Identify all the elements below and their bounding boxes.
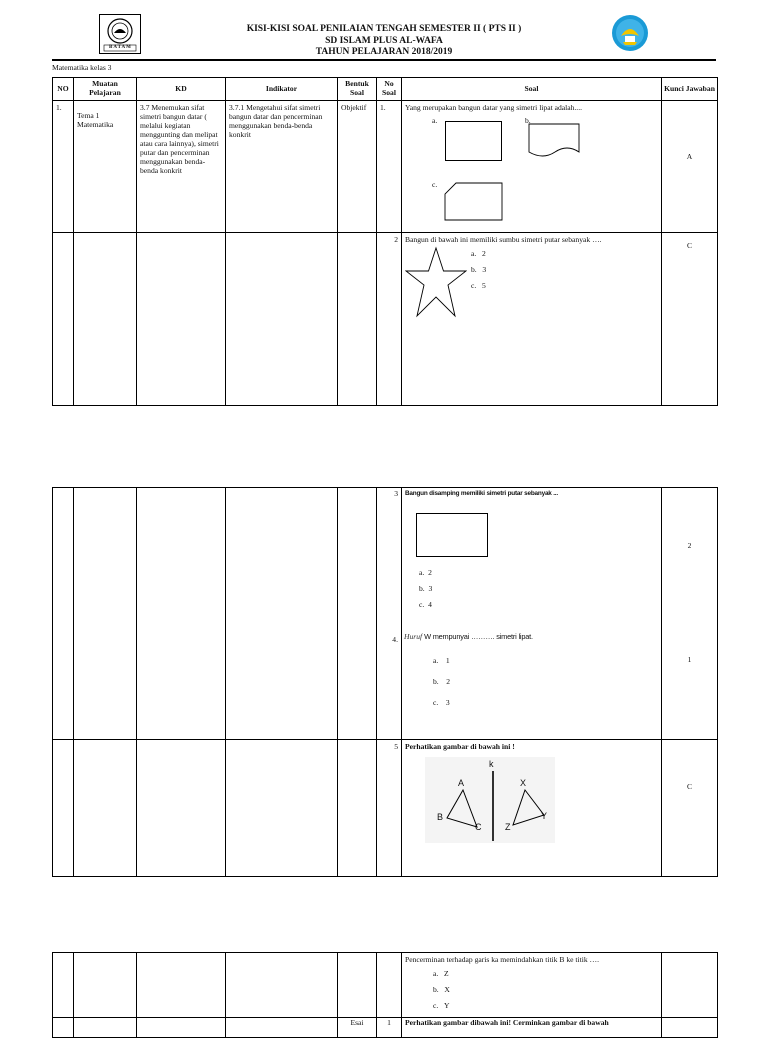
row5-kunci xyxy=(662,953,718,1018)
header-divider-thick xyxy=(52,59,716,61)
title-line-2: SD ISLAM PLUS AL-WAFA xyxy=(325,36,443,46)
row4-kd xyxy=(137,740,226,877)
row6-no-soal: 1 xyxy=(377,1018,402,1038)
row5-kd xyxy=(137,953,226,1018)
class-label: Matematika kelas 3 xyxy=(52,63,112,72)
q2-option-a: a. 2 xyxy=(471,249,486,258)
col-header-kd: KD xyxy=(137,78,226,101)
q5-label-b: B xyxy=(437,812,444,822)
q1-shape-a-rectangle xyxy=(445,121,502,161)
row5-soal: Pencerminan terhadap garis ka memindahkan titik B ke titik …. xyxy=(402,953,662,1018)
q5-label-y: Y xyxy=(541,811,548,821)
row5-muatan xyxy=(74,953,137,1018)
q3-kunci: 2 xyxy=(687,541,692,550)
q4-option-a: a. 1 xyxy=(433,656,450,665)
row4-soal: Perhatikan gambar di bawah ini ! xyxy=(402,740,662,877)
row4-indikator xyxy=(226,740,338,877)
row6-no xyxy=(53,1018,74,1038)
col-header-bentuk: Bentuk Soal xyxy=(338,78,377,101)
q3-option-c: c. 4 xyxy=(419,600,432,609)
q4-kunci: 1 xyxy=(687,655,692,664)
kisi-table-page-2 xyxy=(52,487,718,877)
row3-muatan xyxy=(74,488,137,740)
q1-option-b: b. xyxy=(525,116,531,125)
row3-no-soal xyxy=(377,488,402,740)
row1-no: 1. xyxy=(53,101,74,233)
col-header-kunci: Kunci Jawaban xyxy=(662,78,718,101)
row2-no-soal: 2 xyxy=(377,233,402,406)
tut-wuri-logo-icon xyxy=(611,14,649,52)
q1-option-c: c. xyxy=(432,180,438,189)
col-header-soal: Soal xyxy=(402,78,662,101)
q2-star-shape xyxy=(405,246,467,318)
row2-no xyxy=(53,233,74,406)
row6-bentuk: Esai xyxy=(338,1018,377,1038)
row3-no xyxy=(53,488,74,740)
q6-option-b: b. X xyxy=(433,985,450,994)
q4-text: W mempunyai ………. simetri lipat. xyxy=(424,632,533,641)
q3-number: 3 xyxy=(394,489,398,498)
q4-lead: Huruf xyxy=(404,632,423,641)
row5-bentuk xyxy=(338,953,377,1018)
row6-kunci xyxy=(662,1018,718,1038)
row6-soal: Perhatikan gambar dibawah ini! Cerminkan gambar di bawah xyxy=(402,1018,662,1038)
q1-shape-b-wavy xyxy=(527,122,587,162)
row4-kunci xyxy=(662,740,718,877)
q5-label-x: X xyxy=(520,778,527,788)
q6-option-c: c. Y xyxy=(433,1001,450,1010)
row1-kunci xyxy=(662,101,718,233)
q4-question xyxy=(404,632,533,641)
q3-option-b: b. 3 xyxy=(419,584,433,593)
q3-option-a: a. 2 xyxy=(419,568,432,577)
q3-question: Bangun disamping memiliki simetri putar sebanyak ... xyxy=(405,490,558,497)
row1-muatan xyxy=(74,101,137,233)
title-line-1: KISI-KISI SOAL PENILAIAN TENGAH SEMESTER II ( PTS II ) xyxy=(246,24,522,34)
q2-option-b: b. 3 xyxy=(471,265,487,274)
row2-kunci xyxy=(662,233,718,406)
row4-no xyxy=(53,740,74,877)
title-line-3: TAHUN PELAJARAN 2018/2019 xyxy=(315,47,453,57)
row5-no-soal xyxy=(377,953,402,1018)
q5-label-z: Z xyxy=(505,822,511,832)
row6-kd xyxy=(137,1018,226,1038)
row1-indikator: 3.7.1 Mengetahui sifat simetri bangun datar dan pencerminan menggunakan benda-benda konkrit xyxy=(226,101,338,233)
row4-no-soal: 5 xyxy=(377,740,402,877)
q5-label-a: A xyxy=(458,778,465,788)
row4-kunci-text: C xyxy=(686,782,693,791)
q5-label-c: C xyxy=(475,822,482,832)
row2-soal: Bangun di bawah ini memiliki sumbu simetri putar sebanyak …. xyxy=(402,233,662,406)
row3-kunci xyxy=(662,488,718,740)
row2-muatan xyxy=(74,233,137,406)
kisi-table-page-3 xyxy=(52,952,718,1038)
q3-rectangle-shape xyxy=(416,513,488,557)
row4-muatan xyxy=(74,740,137,877)
q1-shape-c-cut-corner xyxy=(444,182,504,224)
row6-muatan xyxy=(74,1018,137,1038)
q5-figure xyxy=(425,757,555,843)
row1-kunci-text: A xyxy=(686,152,693,161)
row3-indikator xyxy=(226,488,338,740)
row1-bentuk: Objektif xyxy=(338,101,377,233)
col-header-no: NO xyxy=(53,78,74,101)
q2-option-c: c. 5 xyxy=(471,281,486,290)
row2-kunci-text: C xyxy=(686,241,693,250)
row1-no-soal: 1. xyxy=(377,101,402,233)
row2-kd xyxy=(137,233,226,406)
row6-indikator xyxy=(226,1018,338,1038)
row5-no xyxy=(53,953,74,1018)
q4-option-c: c. 3 xyxy=(433,698,450,707)
q5-label-k: k xyxy=(489,759,494,769)
row1-muatan-text: Tema 1 Matematika xyxy=(77,111,114,129)
school-logo-text: BATAM xyxy=(109,45,132,50)
row5-indikator xyxy=(226,953,338,1018)
q5-reflection-diagram xyxy=(425,757,555,843)
col-header-indikator: Indikator xyxy=(226,78,338,101)
row1-kd: 3.7 Menemukan sifat simetri bangun datar ( melalui kegiatan menggunting dan melipat atau cara lainnya), simetri putar dan pencerminan menggunakan benda-benda konkrit xyxy=(137,101,226,233)
q1-option-a: a. xyxy=(432,116,438,125)
row3-bentuk xyxy=(338,488,377,740)
row3-kd xyxy=(137,488,226,740)
row4-bentuk xyxy=(338,740,377,877)
row1-soal: Yang merupakan bangun datar yang simetri lipat adalah.... xyxy=(402,101,662,233)
col-header-no-soal: No Soal xyxy=(377,78,402,101)
q4-option-b: b. 2 xyxy=(433,677,451,686)
q6-option-a: a. Z xyxy=(433,969,449,978)
col-header-muatan: Muatan Pelajaran xyxy=(74,78,137,101)
q4-number: 4. xyxy=(392,635,398,644)
ministry-logo xyxy=(611,14,649,52)
kisi-table-page-1 xyxy=(52,77,718,406)
row2-indikator xyxy=(226,233,338,406)
row2-bentuk xyxy=(338,233,377,406)
